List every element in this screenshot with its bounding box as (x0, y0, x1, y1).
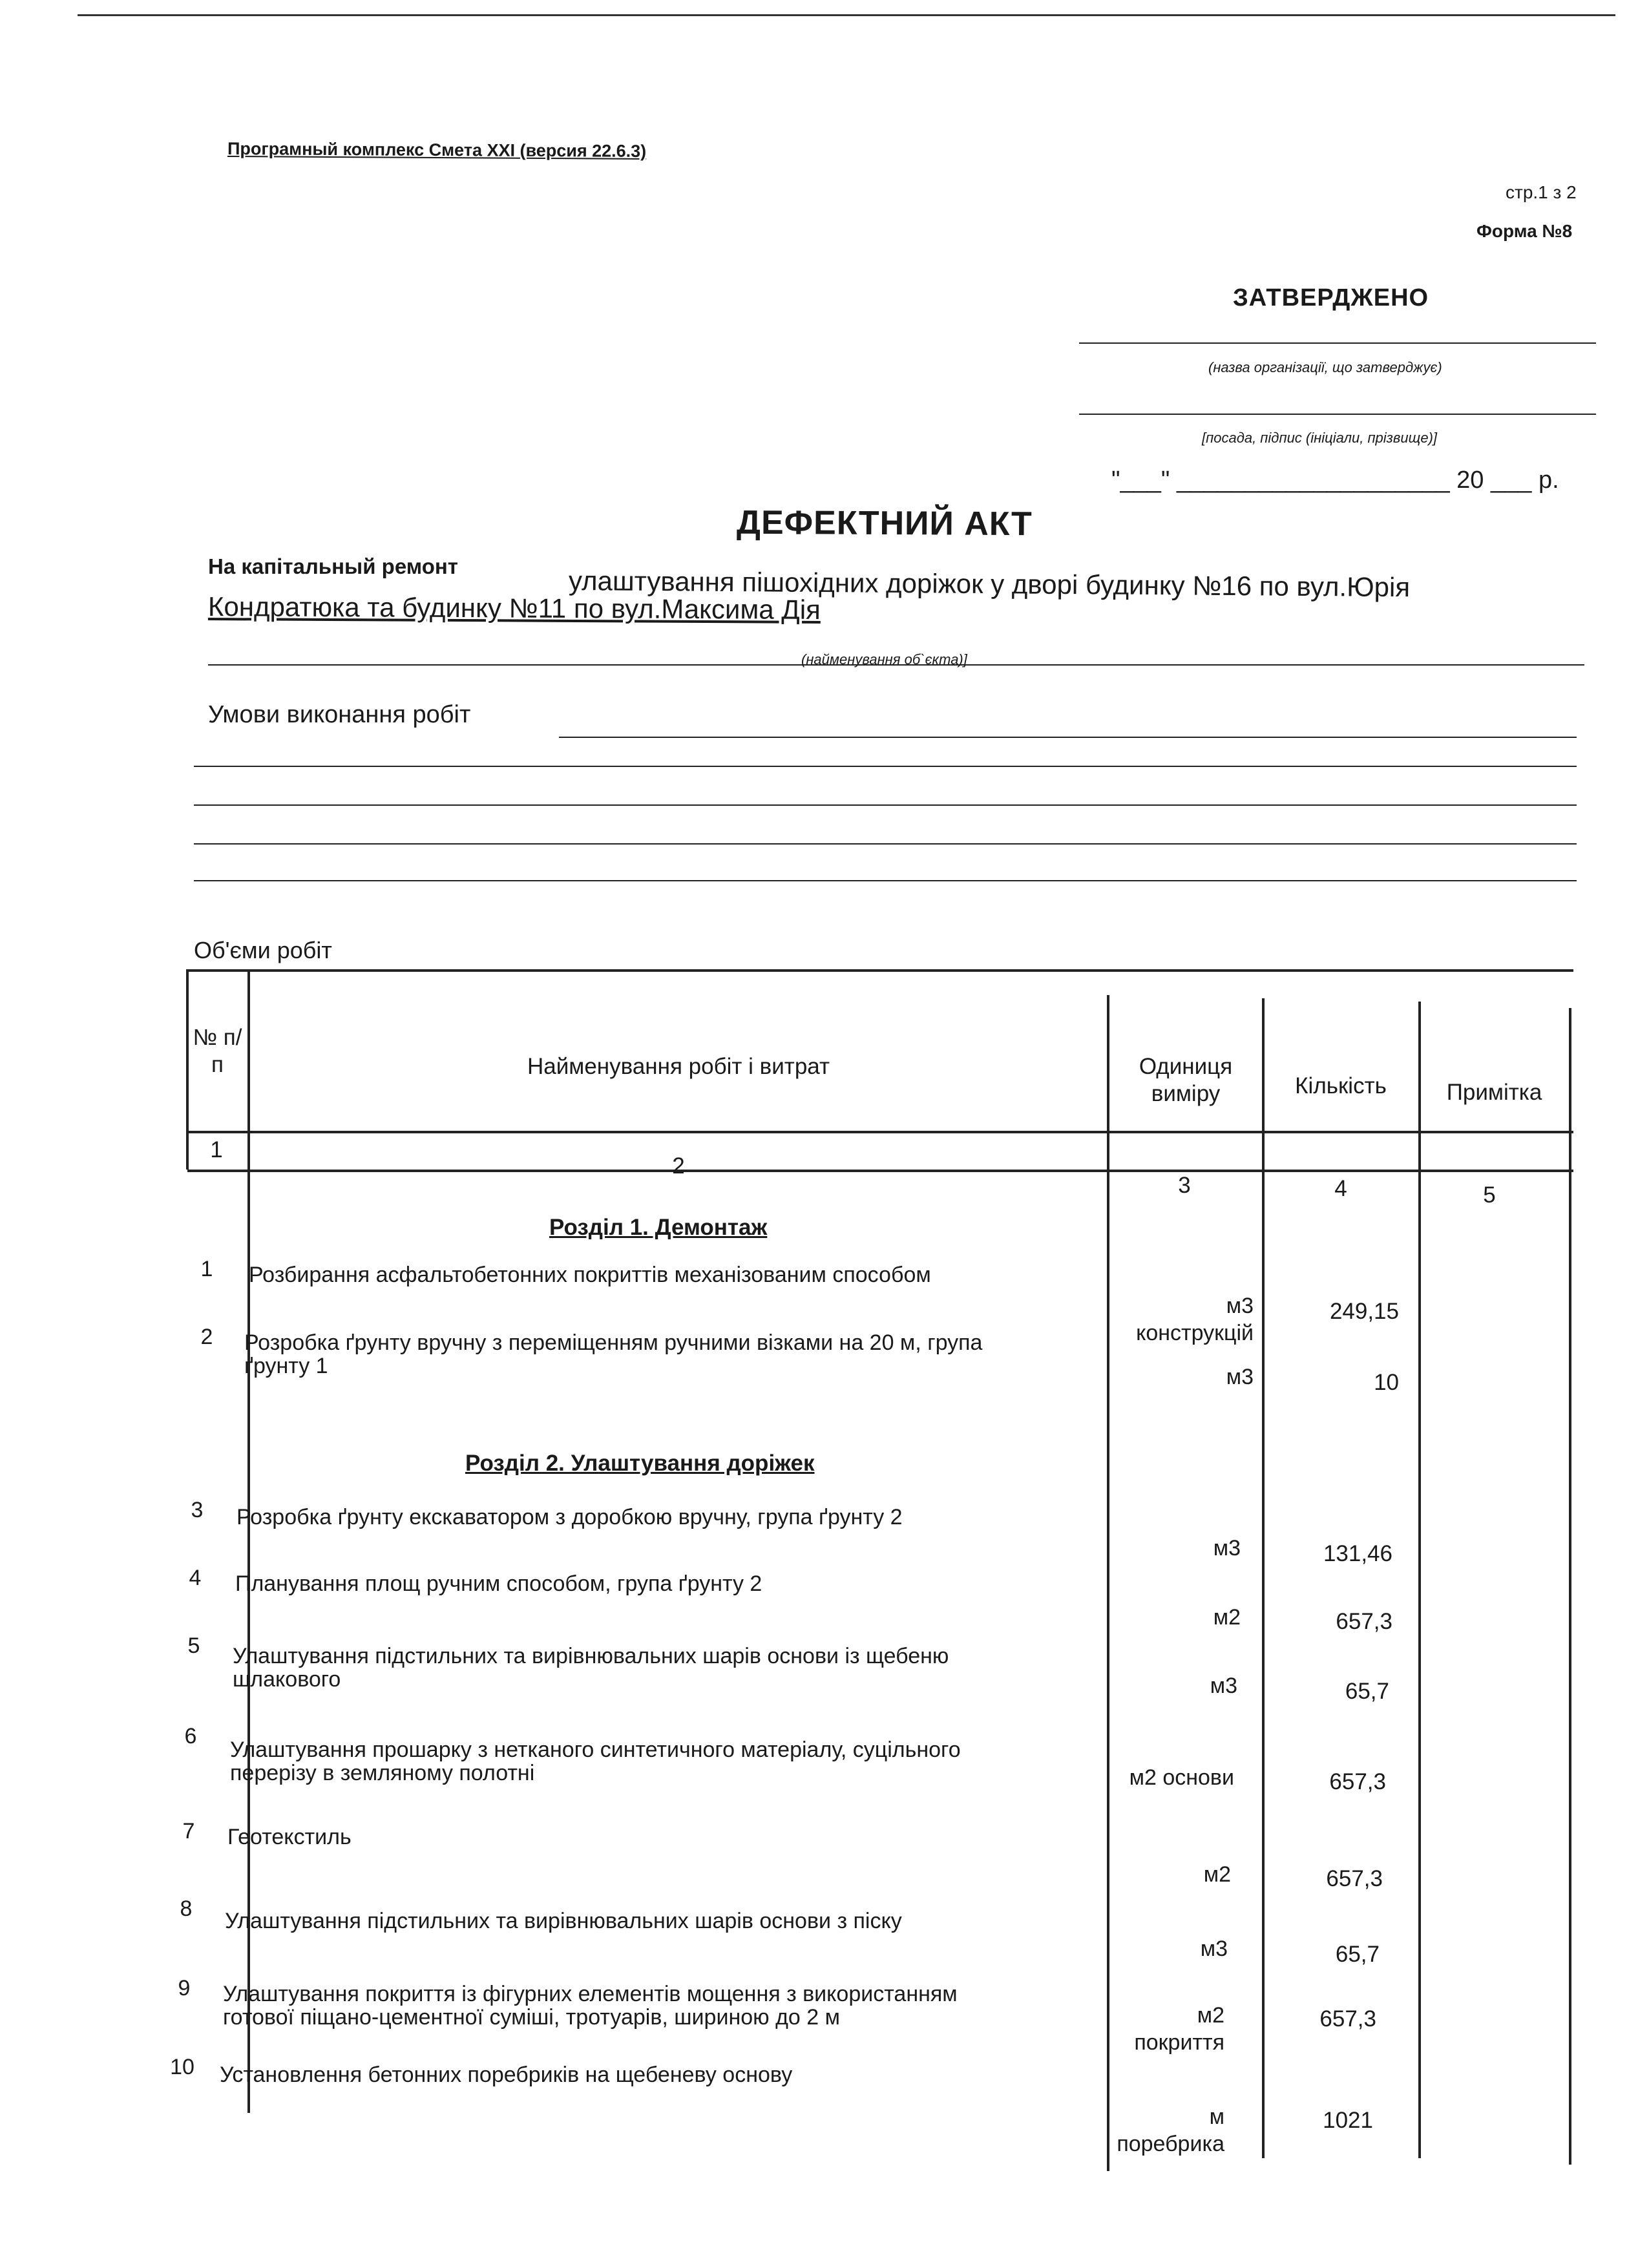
row-number: 7 (182, 1819, 195, 1843)
row-quantity: 65,7 (1345, 1679, 1389, 1704)
row-name: Розробка ґрунту вручну з переміщенням ручними візками на 20 м, група ґрунту 1 (244, 1330, 983, 1378)
col-divider-qty (1418, 1002, 1421, 2158)
conditions-line-5 (194, 880, 1577, 881)
row-number: 5 (187, 1633, 200, 1658)
repair-label: На капітальный ремонт (208, 554, 458, 578)
row-number: 8 (180, 1896, 193, 1921)
row-quantity: 657,3 (1336, 1609, 1392, 1634)
approval-title: ЗАТВЕРДЖЕНО (1233, 284, 1429, 311)
section-heading: Розділ 1. Демонтаж (549, 1215, 768, 1240)
section-heading: Розділ 2. Улаштування доріжек (465, 1451, 815, 1476)
row-name: Улаштування підстильних та вирівнювальних шарів основи з піску (225, 1909, 902, 1933)
volumes-label: Об'єми робіт (194, 937, 332, 963)
sign-caption: [посада, підпис (ініціали, прізвище)] (1202, 430, 1438, 446)
table-colnum-bottom (187, 1170, 1573, 1172)
row-unit: м3 (1226, 1365, 1254, 1389)
col-number-1: 1 (210, 1137, 223, 1162)
conditions-line-2 (194, 766, 1577, 767)
row-number: 10 (170, 2055, 194, 2079)
object-caption: (найменування об`єкта)] (801, 651, 967, 667)
conditions-line-3 (194, 804, 1577, 806)
col-divider-name (1107, 995, 1109, 2171)
row-name: Розбирання асфальтобетонних покриттів механізованим способом (249, 1263, 931, 1287)
table-right-border (1569, 1008, 1571, 2165)
row-number: 3 (191, 1498, 204, 1522)
conditions-line-1 (559, 737, 1577, 738)
conditions-label: Умови виконання робіт (208, 701, 471, 728)
software-name: Програмный комплекс Смета XXI (версия 22.6.3) (227, 139, 647, 161)
row-unit: м3 конструкцій (1136, 1294, 1254, 1345)
org-caption: (назва організації, що затверджує) (1208, 359, 1442, 375)
row-name: Розробка ґрунту екскаватором з доробкою вручну, група ґрунту 2 (236, 1505, 903, 1529)
row-unit: м3 (1210, 1674, 1237, 1698)
header-note: Примітка (1446, 1080, 1542, 1105)
header-name: Найменування робіт і витрат (527, 1054, 830, 1079)
approval-date-line: "___" ____________________ 20 ___ р. (1111, 467, 1559, 494)
conditions-line-4 (194, 843, 1577, 845)
row-quantity: 657,3 (1329, 1769, 1386, 1794)
row-number: 1 (200, 1257, 213, 1281)
org-line (1079, 342, 1596, 344)
table-top-line (187, 969, 1573, 972)
row-number: 4 (189, 1566, 202, 1590)
row-number: 6 (184, 1724, 197, 1748)
col-divider-num (247, 969, 250, 2113)
row-unit: м2 (1203, 1862, 1231, 1887)
row-unit: м2 (1213, 1605, 1241, 1630)
row-unit: м2 основи (1129, 1765, 1234, 1790)
col-number-3: 3 (1178, 1173, 1191, 1198)
col-number-4: 4 (1334, 1176, 1347, 1201)
form-number: Форма №8 (1476, 221, 1573, 241)
row-unit: м3 (1200, 1937, 1228, 1961)
row-number: 9 (178, 1976, 191, 2000)
row-name: Улаштування покриття із фігурних елементів мощення з використанням готової піщано-цементної суміші, тротуарів, шириною до 2 м (223, 1982, 958, 2030)
col-divider-unit (1262, 998, 1265, 2158)
row-unit: м поребрика (1117, 2105, 1224, 2156)
row-unit: м3 (1213, 1536, 1241, 1560)
col-number-5: 5 (1483, 1182, 1496, 1208)
header-num: № п/п (193, 1025, 242, 1077)
page-count: стр.1 з 2 (1506, 182, 1577, 202)
row-quantity: 65,7 (1335, 1942, 1380, 1967)
row-quantity: 657,3 (1326, 1866, 1383, 1891)
row-quantity: 1021 (1323, 2108, 1373, 2133)
sign-line (1079, 414, 1596, 415)
col-number-2: 2 (672, 1153, 685, 1179)
row-quantity: 131,46 (1323, 1541, 1392, 1566)
row-name: Улаштування підстильних та вирівнювальних шарів основи із щебеню шлакового (233, 1644, 949, 1692)
row-quantity: 10 (1374, 1370, 1399, 1395)
row-quantity: 657,3 (1319, 2006, 1376, 2032)
header-unit: Одиниця виміру (1139, 1054, 1233, 1106)
row-name: Геотекстиль (227, 1825, 352, 1849)
document-title: ДЕФЕКТНИЙ АКТ (736, 503, 1033, 543)
table-header-bottom (187, 1131, 1573, 1133)
object-name-line2: Кондратюка та будинку №11 по вул.Максима Дія (207, 591, 821, 625)
row-name: Планування площ ручним способом, група ґрунту 2 (235, 1571, 762, 1596)
row-number: 2 (200, 1325, 213, 1349)
top-rule (78, 14, 1615, 16)
row-quantity: 249,15 (1329, 1299, 1399, 1324)
row-unit: м2 покриття (1134, 2003, 1224, 2055)
object-name-line1: улаштування пішохідних доріжок у дворі будинку №16 по вул.Юрія (568, 565, 1411, 603)
header-qty: Кількість (1295, 1073, 1387, 1098)
row-name: Установлення бетонних поребриків на щебеневу основу (220, 2063, 793, 2087)
row-name: Улаштування прошарку з нетканого синтетичного матеріалу, суцільного перерізу в земляному полотні (230, 1738, 961, 1785)
